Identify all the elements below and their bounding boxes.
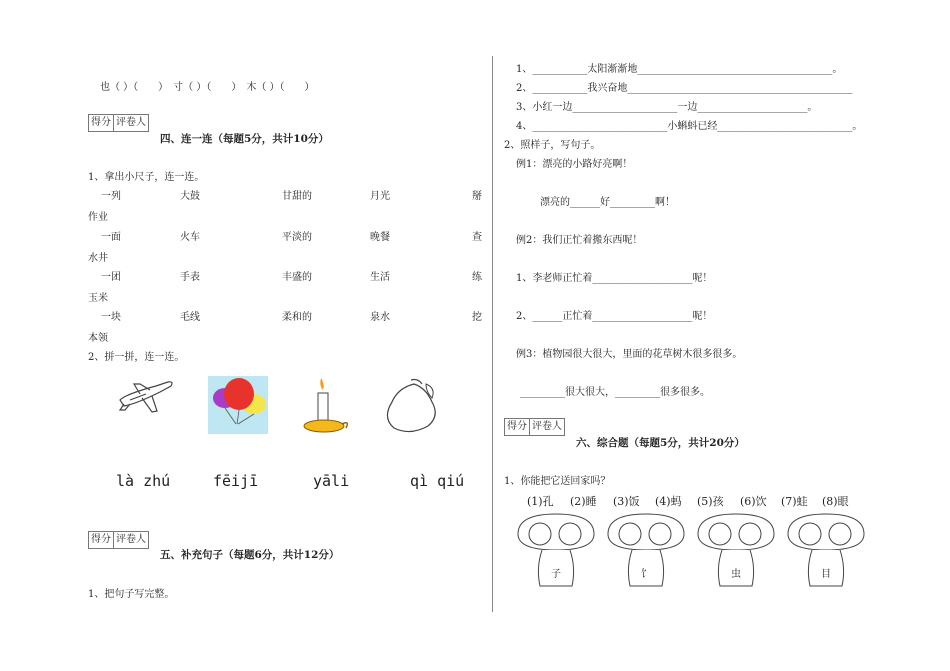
mushroom-houses [516,510,866,588]
match-row-3-col-2: 手表 [180,272,200,283]
match-row-1-col-3: 甘甜的 [282,191,312,202]
example-3-fill: _________很大很大，_________很多很多。 [520,387,710,398]
match-row-3-col-3: 丰盛的 [282,272,312,283]
match-row-1-col-4: 月光 [370,191,390,202]
sentence-line-2: 2、___________我兴奋地_____________________________________________ [516,83,853,94]
match-row-1-col-2: 大鼓 [180,191,200,202]
match-row-4-wrap: 本领 [88,333,108,344]
option-6: (6)饮 [740,495,767,508]
example-1: 例1：漂亮的小路好亮啊！ [516,159,633,170]
match-row-1-wrap: 作业 [88,212,108,223]
mushroom-label-2: 饣 [641,569,651,580]
mushroom-label-4: 目 [821,569,831,580]
pear-icon [378,374,444,436]
sentence-line-1: 1、___________太阳渐渐地_______________________________________。 [516,64,843,75]
match-row-1-col-5: 掰 [472,191,482,202]
match-row-4-col-1: 一块 [101,312,121,323]
score-box-sec5 [88,531,149,549]
pinyin-1: là zhú [116,472,171,490]
score-label: 得分 [89,115,114,131]
section-5-title: 五、补充句子（每题6分，共计12分） [160,549,340,561]
match-row-2-col-1: 一面 [101,232,121,243]
option-2: (2)睡 [570,495,597,508]
match-row-3-col-1: 一团 [101,272,121,283]
match-row-3-wrap: 玉米 [88,293,108,304]
score-box-sec4 [88,114,149,132]
match-row-2-col-2: 火车 [180,232,200,243]
example-2-fill-2: 2、______正忙着____________________呢！ [516,311,713,322]
example-2-fill-1: 1、李老师正忙着____________________呢！ [516,273,713,284]
sec5-question-1: 1、把句子写完整。 [88,589,175,600]
match-row-2-col-3: 平淡的 [282,232,312,243]
sec4-question-1: 1、拿出小尺子，连一连。 [88,172,205,183]
match-row-2-col-5: 查 [472,232,482,243]
match-row-4-col-2: 毛线 [180,312,200,323]
example-2: 例2：我们正忙着搬东西呢！ [516,235,643,246]
option-7: (7)蛙 [781,495,808,508]
balloon-picture [208,376,268,434]
match-row-2-col-4: 晚餐 [370,232,390,243]
match-row-2-wrap: 水井 [88,253,108,264]
score-label: 得分 [505,419,530,435]
option-3: (3)饭 [613,495,640,508]
sec5-question-2: 2、照样子，写句子。 [504,140,601,151]
pinyin-3: yāli [313,472,350,490]
sec6-question-1: 1、你能把它送回家吗？ [504,476,611,487]
score-box-sec6 [504,418,565,436]
pinyin-2: fēijī [213,472,259,490]
match-row-4-col-5: 挖 [472,312,482,323]
score-label: 得分 [89,532,114,548]
option-5: (5)孩 [697,495,724,508]
grader-label: 评卷人 [532,421,562,432]
mushroom-label-1: 子 [551,569,561,580]
grader-label: 评卷人 [116,534,146,545]
airplane-icon [116,374,176,418]
candle-icon [300,376,352,436]
sec4-question-2: 2、拼一拼，连一连。 [88,352,185,363]
column-divider [492,56,493,612]
section-4-title: 四、连一连（每题5分，共计10分） [160,133,329,145]
option-4: (4)蚂 [655,495,682,508]
pinyin-4: qì qiú [410,472,465,490]
sentence-line-3: 3、小红一边_____________________一边______________________。 [516,102,818,113]
balloon-icon [208,376,268,434]
section-6-title: 六、综合题（每题5分，共计20分） [576,437,745,449]
example-1-fill: 漂亮的______好_________啊！ [540,197,675,208]
mushroom-label-3: 虫 [731,569,741,580]
option-1: (1)孔 [527,495,554,508]
match-row-3-col-5: 练 [472,272,482,283]
radical-fill-line: 也（ ）（ ） 寸（ ）（ ） 木（ ）（ ） [100,82,315,93]
match-row-1-col-1: 一列 [101,191,121,202]
match-row-4-col-4: 泉水 [370,312,390,323]
sentence-line-4: 4、___________________________小蝌蚪已经___________________________。 [516,121,863,132]
match-row-4-col-3: 柔和的 [282,312,312,323]
match-row-3-col-4: 生活 [370,272,390,283]
example-3: 例3：植物园很大很大，里面的花草树木很多很多。 [516,349,743,360]
grader-label: 评卷人 [116,117,146,128]
option-8: (8)眼 [822,495,849,508]
